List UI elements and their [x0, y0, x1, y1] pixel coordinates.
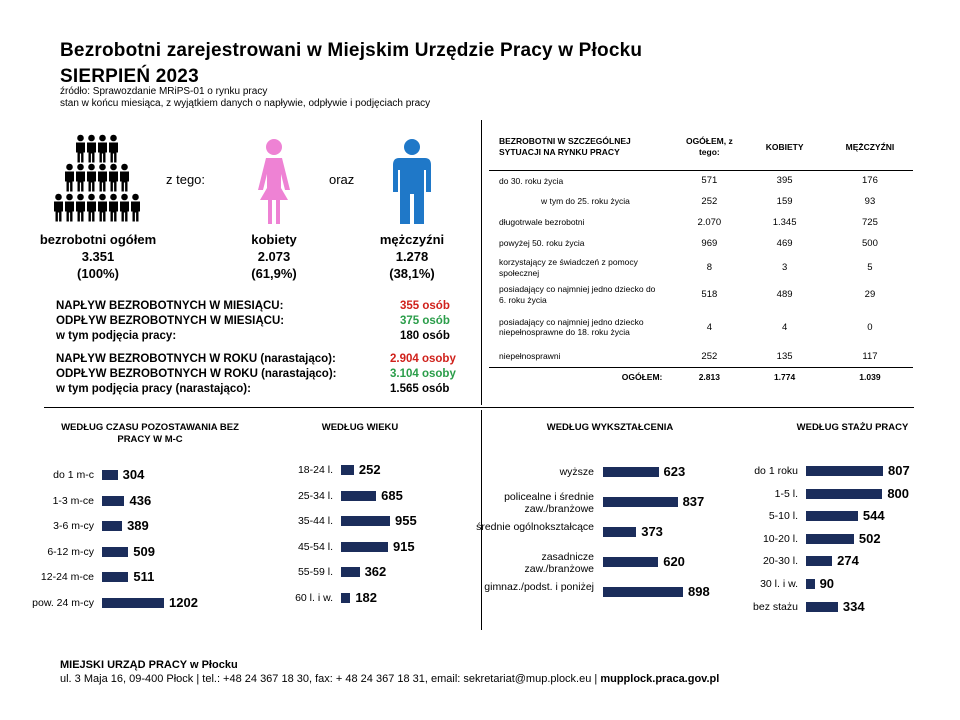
divider-horizontal — [44, 407, 914, 408]
person-icon — [98, 164, 107, 192]
bar-value-label: 90 — [819, 576, 835, 591]
bar — [806, 511, 858, 521]
row-label: długotrwale bezrobotni — [499, 217, 585, 228]
bar — [603, 497, 678, 507]
title-line-1: Bezrobotni zarejestrowani w Miejskim Urzędzie Pracy w Płocku — [60, 40, 643, 61]
bar-value-label: 389 — [127, 518, 149, 533]
row-label: do 30. roku życia — [499, 175, 564, 186]
row-men: 500 — [862, 238, 878, 249]
flow-month-row — [56, 299, 476, 314]
men-pct: (38,1%) — [389, 266, 435, 281]
bar-value-label: 800 — [887, 485, 910, 501]
table-row — [489, 212, 913, 233]
bar-category-label: zasadnicze zaw./branżowe — [524, 551, 594, 575]
total-women: 1.774 — [773, 372, 796, 383]
bar-value-label: 436 — [129, 492, 152, 508]
man-icon — [389, 138, 435, 226]
women-unemployed — [214, 231, 334, 282]
flow-month-label: w tym podjęcia pracy: — [56, 330, 177, 342]
bar-value-label: 915 — [392, 538, 415, 554]
bar-category-label: 45-54 l. — [297, 540, 333, 553]
person-icon — [65, 164, 74, 192]
table-header-men: MĘŻCZYŹNI — [845, 141, 895, 152]
person-icon — [87, 194, 96, 222]
row-men: 0 — [867, 321, 873, 333]
women-label: kobiety — [251, 232, 297, 247]
person-icon — [76, 164, 85, 192]
bar-category-label: 1-5 l. — [774, 487, 798, 500]
footer-website[interactable]: mupplock.praca.gov.pl — [600, 673, 720, 685]
flow-month-value: 355 osób — [400, 300, 450, 312]
bar-value-label: 837 — [682, 494, 705, 509]
bar-category-label: do 1 m-c — [53, 469, 94, 481]
row-label: w tym do 25. roku życia — [541, 196, 630, 207]
person-icon — [131, 194, 140, 222]
row-label: posiadający co najmniej jedno dziecko do 6. roku życia — [499, 284, 656, 305]
bar-category-label: do 1 roku — [754, 465, 798, 477]
bar — [806, 534, 854, 544]
row-men: 176 — [862, 175, 878, 187]
bar-value-label: 502 — [858, 530, 881, 546]
flow-month-row — [56, 329, 476, 344]
flow-month-label: NAPŁYW BEZROBOTNYCH W MIESIĄCU: — [56, 300, 284, 312]
flow-year-value: 2.904 osoby — [390, 353, 456, 365]
flow-year-value: 3.104 osoby — [390, 368, 456, 380]
row-men: 117 — [862, 350, 878, 362]
page-title — [60, 38, 642, 90]
table-row — [489, 346, 913, 367]
bar-value-label: 252 — [358, 462, 381, 477]
row-label: niepełnosprawni — [499, 351, 561, 361]
person-icon — [98, 194, 107, 222]
person-icon — [120, 194, 129, 222]
bar — [806, 579, 815, 589]
person-icon — [120, 164, 129, 192]
flow-year-value: 1.565 osób — [390, 383, 450, 395]
chart-title-seniority: WEDŁUG STAŻU PRACY — [796, 422, 909, 433]
bar — [102, 496, 124, 506]
person-icon — [109, 135, 118, 163]
bar-category-label: 60 l. i w. — [295, 591, 333, 604]
bar-value-label: 685 — [381, 487, 403, 503]
people-group-icon — [52, 132, 142, 226]
bar-value-label: 1202 — [169, 594, 198, 610]
row-total: 518 — [701, 289, 718, 300]
bar — [102, 521, 122, 531]
bar-value-label: 373 — [641, 524, 663, 539]
table-row — [489, 254, 913, 281]
flow-year-row — [56, 352, 476, 367]
oraz-label: oraz — [329, 172, 355, 187]
row-men: 29 — [864, 289, 876, 300]
bar — [341, 567, 360, 577]
bar — [341, 516, 390, 526]
bar-value-label: 182 — [355, 589, 378, 605]
row-total: 8 — [706, 262, 712, 273]
bar-category-label: 6-12 m-cy — [47, 545, 94, 558]
subtitle — [60, 86, 430, 110]
table-header-category: BEZROBOTNI W SZCZEGÓLNEJ SYTUACJI NA RYNKU PRACY — [499, 135, 631, 157]
bar — [603, 467, 659, 477]
bar — [341, 465, 354, 475]
row-women: 469 — [776, 238, 793, 249]
bar-category-label: 30 l. i w. — [760, 578, 798, 590]
bar-category-label: 18-24 l. — [297, 464, 333, 476]
flow-month-row — [56, 314, 476, 329]
flow-year-label: NAPŁYW BEZROBOTNYCH W ROKU (narastająco): — [56, 353, 336, 365]
row-women: 159 — [776, 196, 793, 207]
bar — [603, 527, 636, 537]
flow-month-value: 375 osób — [400, 315, 450, 327]
bar-category-label: 20-30 l. — [762, 555, 798, 568]
title-line-2: SIERPIEŃ 2023 — [60, 66, 199, 87]
table-header-women: KOBIETY — [765, 141, 804, 152]
table-row — [489, 170, 913, 191]
bar-category-label: gimnaz./podst. i poniżej — [484, 581, 594, 593]
bar-value-label: 620 — [663, 554, 685, 569]
bar-value-label: 334 — [842, 598, 865, 614]
bar — [806, 489, 882, 499]
flow-month-label: ODPŁYW BEZROBOTNYCH W MIESIĄCU: — [56, 315, 285, 327]
bar-value-label: 362 — [364, 564, 387, 579]
bar — [806, 466, 883, 476]
men-value: 1.278 — [395, 249, 429, 264]
row-men: 5 — [867, 262, 873, 273]
divider-vertical-top — [481, 120, 482, 405]
bar-value-label: 509 — [133, 543, 155, 559]
bar — [102, 572, 128, 582]
situation-table — [489, 124, 913, 387]
bar — [603, 587, 683, 597]
men-label: mężczyźni — [379, 232, 445, 247]
bar — [603, 557, 658, 567]
person-icon — [109, 164, 118, 192]
bar-value-label: 807 — [888, 463, 910, 478]
table-row — [489, 308, 913, 346]
row-women: 489 — [776, 289, 793, 300]
row-women: 3 — [781, 262, 788, 273]
person-icon — [76, 194, 85, 222]
bar — [341, 491, 376, 501]
flows-year — [56, 352, 476, 397]
footer-contact — [60, 673, 719, 685]
row-women: 1.345 — [772, 217, 797, 228]
bar-category-label: 25-34 l. — [297, 489, 333, 502]
flow-year-row — [56, 382, 476, 397]
bar-value-label: 623 — [663, 464, 686, 479]
women-pct: (61,9%) — [251, 266, 297, 281]
bar — [341, 542, 388, 552]
total-all: 2.813 — [698, 372, 720, 383]
woman-icon — [252, 138, 296, 226]
row-total: 2.070 — [697, 217, 722, 228]
row-total: 4 — [706, 321, 712, 333]
bar-category-label: 1-3 m-ce — [52, 494, 94, 507]
table-row — [489, 191, 913, 212]
flow-year-label: ODPŁYW BEZROBOTNYCH W ROKU (narastająco): — [56, 368, 337, 380]
person-icon — [65, 194, 74, 222]
person-icon — [87, 135, 96, 163]
row-men: 93 — [864, 196, 876, 207]
footer-address: ul. 3 Maja 16, 09-400 Płock | tel.: +48 24 367 18 30, fax: + 48 24 367 18 31, email: sekretariat@mup.plock.eu | — [60, 673, 598, 685]
bar — [102, 598, 164, 608]
row-women: 135 — [776, 350, 793, 362]
flow-year-label: w tym podjęcia pracy (narastająco): — [56, 383, 251, 395]
flow-year-row — [56, 367, 476, 382]
total-label: bezrobotni ogółem — [39, 232, 157, 247]
bar-category-label: 35-44 l. — [297, 515, 333, 527]
flows-month — [56, 299, 476, 344]
women-value: 2.073 — [257, 249, 291, 264]
total-men: 1.039 — [859, 372, 881, 383]
men-unemployed — [352, 231, 472, 282]
row-label: posiadający co najmniej jedno dziecko niepełnosprawne do 18. roku życia — [499, 316, 644, 337]
bar-category-label: średnie ogólnokształcące — [476, 521, 594, 533]
total-unemployed — [18, 231, 178, 282]
total-label: OGÓŁEM: — [621, 372, 663, 383]
total-pct: (100%) — [77, 266, 119, 281]
bar-category-label: 3-6 m-cy — [53, 520, 94, 532]
bar-category-label: 5-10 l. — [768, 510, 798, 523]
bar-category-label: 55-59 l. — [297, 566, 333, 578]
row-label: powyżej 50. roku życia — [499, 238, 585, 249]
bar — [341, 593, 350, 603]
table-row — [489, 233, 913, 254]
bar-value-label: 544 — [862, 508, 885, 524]
person-icon — [98, 135, 107, 163]
bar-value-label: 898 — [688, 584, 710, 599]
person-icon — [76, 135, 85, 163]
bar-value-label: 304 — [122, 467, 145, 482]
charts-area — [0, 440, 960, 640]
bar-category-label: 12-24 m-ce — [40, 571, 94, 583]
bar-value-label: 274 — [837, 553, 859, 569]
bar — [806, 602, 838, 612]
bar — [806, 556, 832, 566]
row-men: 725 — [862, 217, 878, 228]
row-women: 395 — [776, 175, 793, 187]
row-total: 252 — [701, 350, 718, 362]
table-row — [489, 281, 913, 308]
table-header-total: OGÓŁEM, z tego: — [685, 135, 733, 157]
row-women: 4 — [781, 321, 788, 333]
period-note: stan w końcu miesiąca, z wyjątkiem danych o napływie, odpływie i podjęciach pracy — [60, 98, 431, 109]
bar-category-label: pow. 24 m-cy — [32, 596, 94, 609]
total-value: 3.351 — [81, 249, 115, 264]
bar-value-label: 955 — [395, 513, 417, 528]
row-total: 969 — [701, 238, 718, 249]
bar-category-label: bez stażu — [753, 600, 798, 613]
bar-category-label: policealne i średnie zaw./branżowe — [504, 491, 594, 515]
person-icon — [109, 194, 118, 222]
bar-category-label: wyższe — [559, 466, 594, 478]
bar — [102, 547, 128, 557]
bar-value-label: 511 — [133, 569, 155, 584]
row-total: 571 — [701, 175, 718, 187]
bar-category-label: 10-20 l. — [762, 532, 798, 545]
chart-title-age: WEDŁUG WIEKU — [321, 422, 399, 433]
source-note: źródło: Sprawozdanie MRiPS-01 o rynku pracy — [60, 86, 268, 97]
chart-title-duration: WEDŁUG CZASU POZOSTAWANIA BEZ PRACY W M-C — [61, 422, 239, 445]
row-label: korzystający ze świadczeń z pomocy społecznej — [499, 257, 638, 278]
row-total: 252 — [701, 196, 718, 207]
footer-org: MIEJSKI URZĄD PRACY w Płocku — [60, 659, 238, 671]
person-icon — [54, 194, 63, 222]
table-total-row — [489, 367, 913, 387]
flow-month-value: 180 osób — [400, 330, 450, 342]
person-icon — [87, 164, 96, 192]
chart-title-education: WEDŁUG WYKSZTAŁCENIA — [546, 422, 674, 433]
z-tego-label: z tego: — [166, 172, 206, 187]
bar — [102, 470, 118, 480]
